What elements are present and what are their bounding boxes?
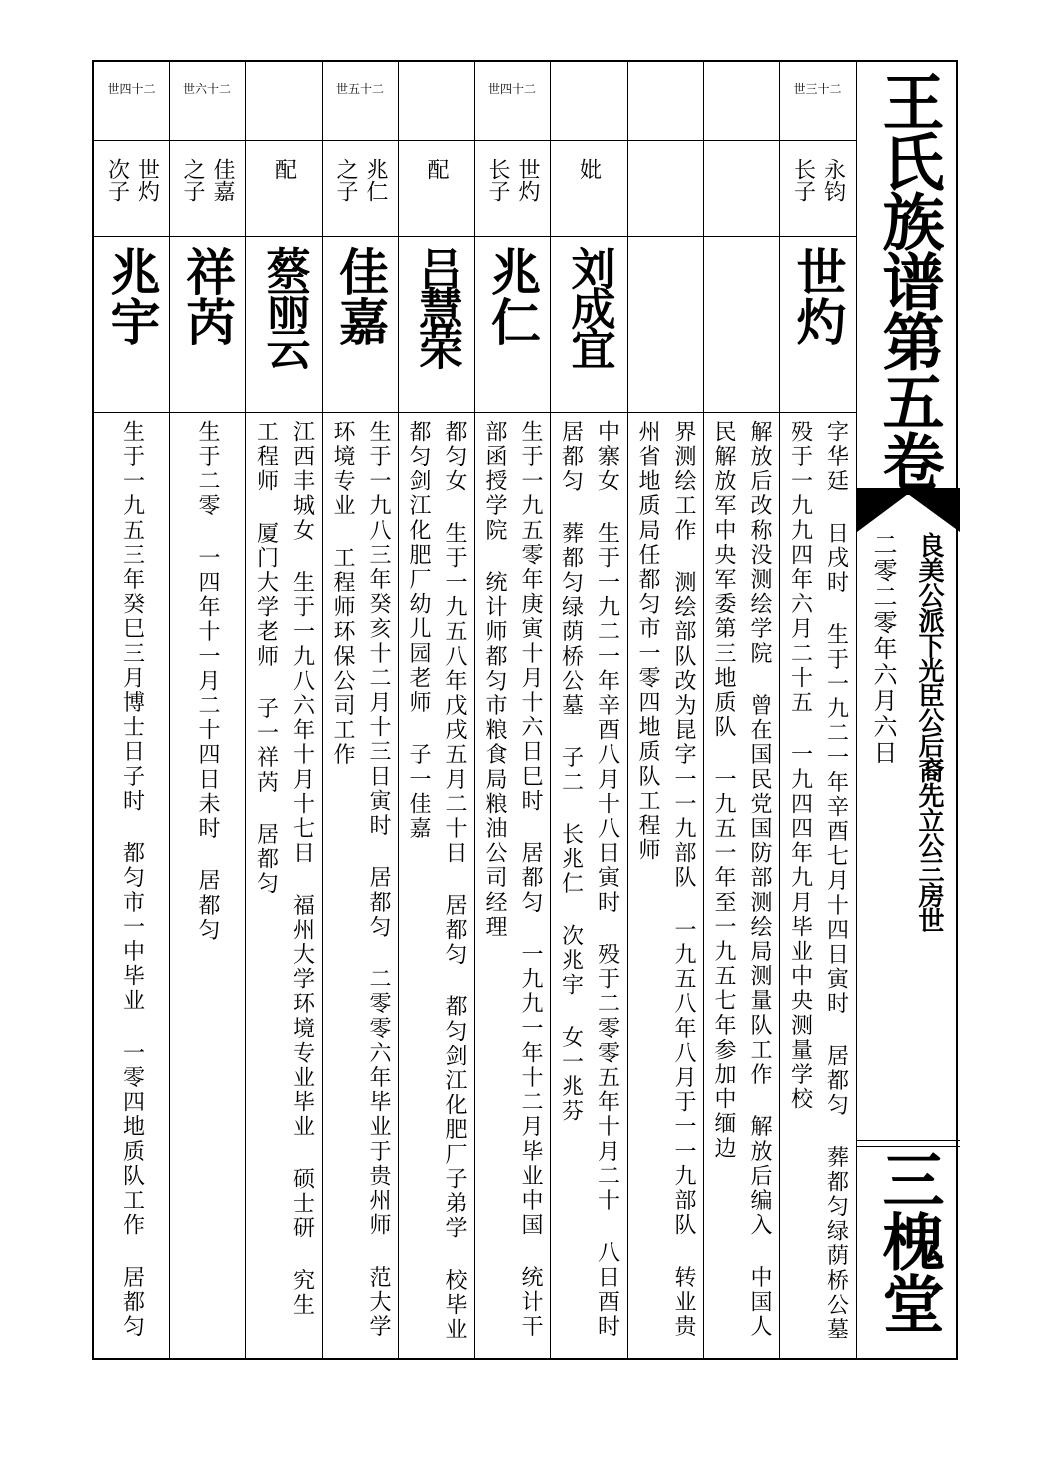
relation-label: 之子 兆仁 xyxy=(333,158,388,202)
person-name: 祥芮 xyxy=(178,246,237,346)
generation-label: 世六十二 xyxy=(182,82,231,96)
title-panel-rule-bottom xyxy=(856,1140,960,1141)
biography-text: 生于一九五三年癸巳三月博士日子时 都匀市一中毕业 一零四地质队工作 居都匀 xyxy=(119,420,145,1340)
relation-label: 配 xyxy=(424,158,449,180)
title-panel-ornament xyxy=(857,488,960,532)
relation-label: 之子 佳嘉 xyxy=(180,158,235,202)
rule-relation xyxy=(94,236,856,237)
person-name: 佳嘉 xyxy=(331,246,390,346)
biography-text: 生于二零 一四年十一月二十四日未时 居都匀 xyxy=(195,420,220,943)
hall-name: 三槐堂 xyxy=(872,1148,945,1334)
generation-label: 世五十二 xyxy=(335,82,384,96)
biography-text: 生于一九八三年癸亥十二月十三日寅时 居都匀 二零零六年毕业于贵州师 范大学环境专业 工程师环保公司工作 xyxy=(330,420,391,1340)
biography-text: 字华廷 日戌时 生于一九二一年辛酉七月十四日寅时 居都匀 葬都匀绿荫桥公墓 殁于一九九四年六月二十五 一九四四年九月毕业中央测量学校 xyxy=(787,420,849,1343)
rule-name xyxy=(94,412,856,413)
biography-text: 中寨女 生于一九二一年辛酉八月十八日寅时 殁于二零零五年十月二十 八日酉时 居都匀 葬都匀绿荫桥公墓 子二 长兆仁 次兆宇 女一兆芬 xyxy=(558,420,620,1340)
book-title: 王氏族谱第五卷 xyxy=(872,70,945,490)
generation-label: 世四十二 xyxy=(487,82,536,96)
relation-label: 长子 世灼 xyxy=(485,158,540,202)
person-name: 吕慧荣 xyxy=(411,246,462,366)
biography-text: 都匀女 生于一九五八年戊戌五月二十日 居都匀 都匀剑江化肥厂子弟学 校毕业 都匀剑江化肥厂幼儿园老师 子一佳嘉 xyxy=(406,420,467,1343)
relation-label: 次子 世灼 xyxy=(104,158,160,202)
compile-date: 二零二零年六月六日 xyxy=(869,532,897,766)
biography-text: 江西丰城女 生于一九八六年十月十七日 福州大学环境专业毕业 硕士研 究生 工程师 厦门大学老师 子一祥芮 居都匀 xyxy=(253,420,315,1318)
rule-generation xyxy=(94,140,856,141)
person-name: 蔡丽云 xyxy=(258,246,310,366)
relation-label: 妣 xyxy=(576,158,602,180)
generation-label: 世三十二 xyxy=(793,82,842,96)
relation-label: 配 xyxy=(271,158,297,180)
column-divider xyxy=(856,62,857,1358)
biography-text: 解放后改称没测绘学院 曾在国民党国防部测绘局测量队工作 解放后编入 中国人民解放军中央军委第三地质队 一九五一年至一九五七年参加中缅边 xyxy=(711,420,772,1340)
person-name: 世灼 xyxy=(788,246,848,346)
relation-label: 长子 永钧 xyxy=(790,158,846,202)
generation-label: 世四十二 xyxy=(107,82,156,96)
branch-subtitle: 良美公派下光臣公后裔先立公三房世 xyxy=(914,532,944,932)
biography-text: 界测绘工作 测绘部队改为昆字一一九部队 一九五八年八月于一一九部队 转业贵州省地质局任都匀市一零四地质队工程师 xyxy=(635,420,696,1340)
person-name: 刘成宜 xyxy=(563,246,615,366)
person-name: 兆宇 xyxy=(102,246,162,346)
title-panel-rule-bottom-2 xyxy=(856,1146,960,1147)
person-name: 兆仁 xyxy=(483,246,542,346)
genealogy-page xyxy=(92,60,958,1360)
biography-text: 生于一九五零年庚寅十月十六日巳时 居都匀 一九九一年十二月毕业中国 统计干部函授学院 统计师都匀市粮食局粮油公司经理 xyxy=(482,420,543,1340)
